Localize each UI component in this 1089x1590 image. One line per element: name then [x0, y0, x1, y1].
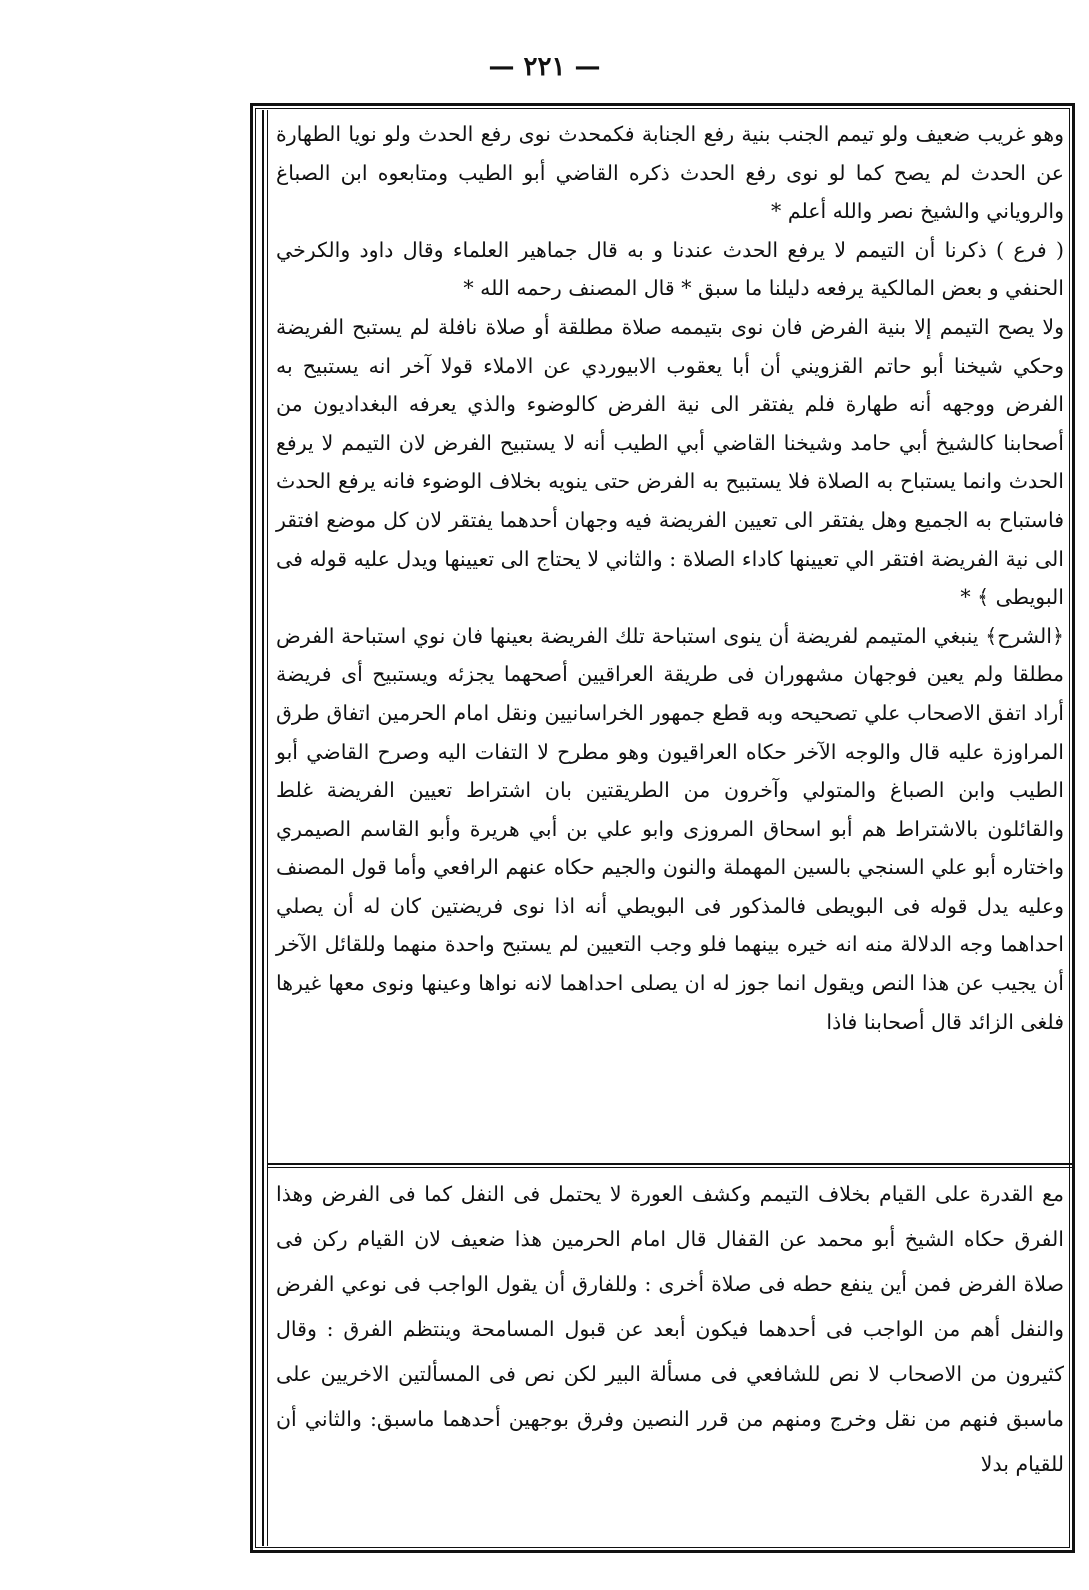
left-double-rule — [262, 110, 268, 1546]
main-paragraph: ﴿الشرح﴾ ينبغي المتيمم لفريضة أن ينوى استباحة تلك الفريضة بعينها فان نوي استباحة الفرض مطلقا ولم يعين فوجهان مشهوران فى طريقة العراقيين أصحهما يجزئه ويستبيح أى فريضة أراد اتفق الاصحاب علي تصحيحه وبه قطع جمهور الخراسانيين ونقل امام الحرمين اتفاق طرق المراوزة عليه قال والوجه الآخر حكاه العراقيون وهو مطرح لا التفات اليه وصرح القاضي أبو الطيب وابن الصباغ والمتولي وآخرون من الطريقتين بان اشتراط تعيين الفريضة غلط والقائلون بالاشتراط هم أبو اسحاق المروزى وابو علي بن أبي هريرة وأبو القاسم الصيمري واختاره أبو علي السنجي بالسين المهملة والنون والجيم حكاه عنهم الرافعي وأما قول المصنف وعليه يدل قوله فى البويطى فالمذكور فى البويطي أنه اذا نوى فريضتين كان له أن يصلي احداهما وجه الدلالة منه انه خيره بينهما فلو وجب التعيين لم يستبح واحدة منهما وللقائل الآخر أن يجيب عن هذا النص ويقول انما جوز له ان يصلى احداهما لانه نواها وعينها ونوى معها غيرها فلغى الزائد قال أصحابنا فاذا — [276, 623, 1064, 1034]
footnote-divider — [268, 1163, 1073, 1168]
main-paragraph: ولا يصح التيمم إلا بنية الفرض فان نوى بتيممه صلاة مطلقة أو صلاة نافلة لم يستبح الفريضة وحكي شيخنا أبو حاتم القزويني أن أبا يعقوب الابيوردي عن الاملاء قولا آخر انه يستبيح به الفرض ووجهه أنه طهارة فلم يفتقر الى نية الفرض كالوضوء والذي يعرفه البغداديون من أصحابنا كالشيخ أبي حامد وشيخنا القاضي أبي الطيب أنه لا يستبيح الفرض لان التيمم لا يرفع الحدث وانما يستباح به الصلاة فلا يستبيح به الفرض حتى ينويه بخلاف الوضوء فانه يرفع الحدث فاستباح به الجميع وهل يفتقر الى تعيين الفريضة فيه وجهان أحدهما يفتقر لان كل موضع افتقر الى نية الفريضة افتقر الي تعيينها كاداء الصلاة : والثاني لا يحتاج الى تعيينها ويدل عليه قوله فى البويطى ﴾ * — [276, 314, 1064, 610]
footnote-paragraph: مع القدرة على القيام بخلاف التيمم وكشف العورة لا يحتمل فى النفل كما فى الفرض وهذا الفرق حكاه الشيخ أبو محمد عن القفال قال امام الحرمين هذا ضعيف لان القيام ركن فى صلاة الفرض فمن أين ينفع حطه فى صلاة أخرى : وللفارق أن يقول الواجب فى نوعي الفرض والنفل أهم من الواجب فى أحدهما فيكون أبعد عن قبول المسامحة وينتظم الفرق : وقال كثيرون من الاصحاب لا نص للشافعي فى مسألة البير لكن نص فى المسألتين الاخريين على ماسبق فنهم من نقل وخرج ومنهم من قرر النصين وفرق بوجهين أحدهما ماسبق: والثاني أن للقيام بدلا — [276, 1182, 1064, 1476]
footnote-text-body — [276, 1172, 1064, 1487]
page-number: — ٢٢١ — — [488, 52, 601, 82]
main-paragraph: ( فرع ) ذكرنا أن التيمم لا يرفع الحدث عندنا و به قال جماهير العلماء وقال داود والكرخي الحنفي و بعض المالكية يرفعه دليلنا ما سبق * قال المصنف رحمه الله * — [276, 237, 1064, 301]
main-text-body — [276, 115, 1064, 1041]
main-paragraph: وهو غريب ضعيف ولو تيمم الجنب بنية رفع الجنابة فكمحدث نوى رفع الحدث ولو نويا الطهارة عن الحدث لم يصح كما لو نوى رفع الحدث ذكره القاضي أبو الطيب ومتابعوه ابن الصباغ والروياني والشيخ نصر والله أعلم * — [276, 122, 1064, 224]
